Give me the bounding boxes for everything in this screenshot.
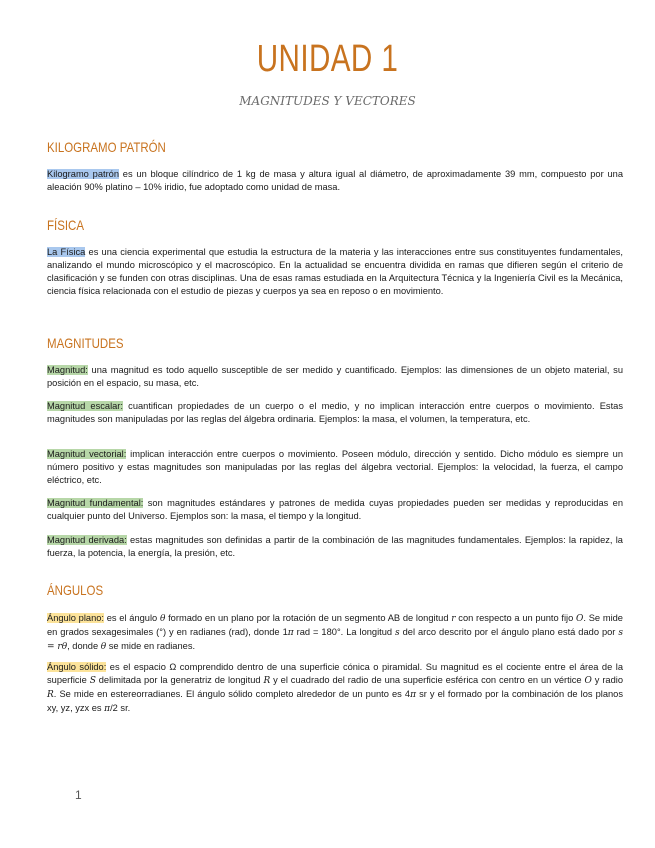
paragraph-magnitud-vectorial [47,448,623,487]
text-fragment: /2 sr. [110,702,131,713]
section-heading-kilogramo: KILOGRAMO PATRÓN [47,139,166,155]
math-r: r [451,614,456,624]
text-fragment: y el cuadrado del radio de una superficie esférica con centro en un vértice [270,674,585,685]
text-magnitud: una magnitud es todo aquello susceptible de ser medido y cuantificado. Ejemplos: las dimensiones de un objeto material, su posición en el espacio, su masa, etc. [47,365,623,388]
text-fragment: se mide en radianes. [106,640,196,651]
paragraph-magnitud-escalar [47,400,623,426]
page-title: UNIDAD 1 [256,38,399,80]
math-o: O [584,675,592,686]
text-fisica: es una ciencia experimental que estudia la estructura de la materia y las interacciones entre sus constituyentes fundamentales, analizando el mundo microscópico y el macroscópico. En la actualidad se encuentra dividida en ramas que difieren según el criterio de clasificación y se funden con otras disciplinas. Una de esas ramas estudiada en la Arquitectura Técnica y la Ingeniería Civil es la Mecánica, ciencia física relacionada con el estudio de piezas y cuerpos ya sea en reposo o en movimiento. [47,247,624,296]
paragraph-fisica [47,246,623,298]
text-magnitud-fundamental: son magnitudes estándares y patrones de medida cuyas propiedades pueden ser medidas y reproducidas en cualquier punto del Universo. Ejemplos son: la masa, el tiempo y la longitud. [47,498,623,521]
text-magnitud-derivada: estas magnitudes son definidas a partir de la combinación de las magnitudes fundamentales. Ejemplos: la rapidez, la fuerza, la potencia, la energía, la presión, etc. [47,535,623,558]
text-fragment: con respecto a un punto fijo [455,613,577,623]
section-heading-fisica: FÍSICA [47,217,85,233]
page-subtitle: MAGNITUDES Y VECTORES [239,94,416,108]
math-pi: π [287,627,294,638]
text-fragment: . Se mide en estereorradianes. El ángulo sólido completo alrededor de un punto es 4 [53,688,411,699]
term-magnitud: Magnitud: [47,365,88,375]
math-s: S [89,675,96,686]
math-formula: s = rθ [47,627,623,652]
paragraph-angulo-solido [47,661,623,716]
paragraph-magnitud-derivada [47,534,623,560]
math-theta: θ [159,614,166,624]
text-fragment: formado en un plano por la rotación de un segmento AB de longitud [165,613,452,623]
term-magnitud-fundamental: Magnitud fundamental: [47,498,144,508]
math-pi: π [410,689,416,700]
paragraph-angulo-plano [47,612,623,654]
term-kilogramo-patron: Kilogramo patrón [47,169,120,179]
paragraph-magnitud [47,364,623,390]
term-angulo-solido: Ángulo sólido: [47,662,107,672]
math-s: s [395,627,400,638]
paragraph-magnitud-fundamental [47,497,623,523]
text-fragment: es el ángulo [104,613,160,623]
text-fragment: es el espacio Ω comprendido dentro de una superficie cónica o piramidal. Su magnitud es el cociente entre el área de la superficie [47,662,623,685]
text-fragment: y radio [591,674,623,685]
text-magnitud-escalar: cuantifican propiedades de un cuerpo o el medio, y no implican interacción entre cuerpos o movimiento. Estas magnitudes son manipuladas por las reglas del álgebra ordinaria. Ejemplos: la masa, el volumen, la temperatura, etc. [47,401,623,424]
math-theta: θ [100,641,107,652]
term-magnitud-escalar: Magnitud escalar: [47,401,123,411]
math-pi: π [104,703,111,714]
text-fragment: . Se mide en grados sexagesimales (°) y en radianes (rad), donde 1 [47,613,623,637]
term-angulo-plano: Ángulo plano: [47,613,105,623]
section-heading-magnitudes: MAGNITUDES [47,335,124,351]
math-o: O [576,614,584,624]
text-kilogramo: es un bloque cilíndrico de 1 kg de masa y altura igual al diámetro, de aproximadamente 39 mm, compuesto por una aleación 90% platino – 10% iridio, fue adoptado como unidad de masa. [47,169,623,192]
text-fragment: sr y el formado por la combinación de los planos xy, yz, yzx es [47,688,623,713]
text-fragment: rad = 180°. La longitud [293,626,396,637]
text-magnitud-vectorial: implican interacción entre cuerpos o movimiento. Poseen módulo, dirección y sentido. Dicho módulo es siempre un número positivo y estas magnitudes son manipuladas por las reglas del álgebra vectorial. Ejemplos: la velocidad, la fuerza, el campo eléctrico, etc. [47,449,623,485]
paragraph-kilogramo [47,168,623,194]
math-r: R [263,675,271,686]
text-fragment: delimitada por la generatriz de longitud [95,674,264,685]
section-heading-angulos: ÁNGULOS [47,582,104,598]
text-fragment: del arco descrito por el ángulo plano está dado por [399,626,619,637]
term-magnitud-derivada: Magnitud derivada: [47,535,127,545]
page-number: 1 [75,788,82,802]
text-fragment: , donde [67,640,101,651]
math-r: R [47,689,54,700]
term-fisica: La Física [47,247,86,257]
term-magnitud-vectorial: Magnitud vectorial: [47,449,127,459]
